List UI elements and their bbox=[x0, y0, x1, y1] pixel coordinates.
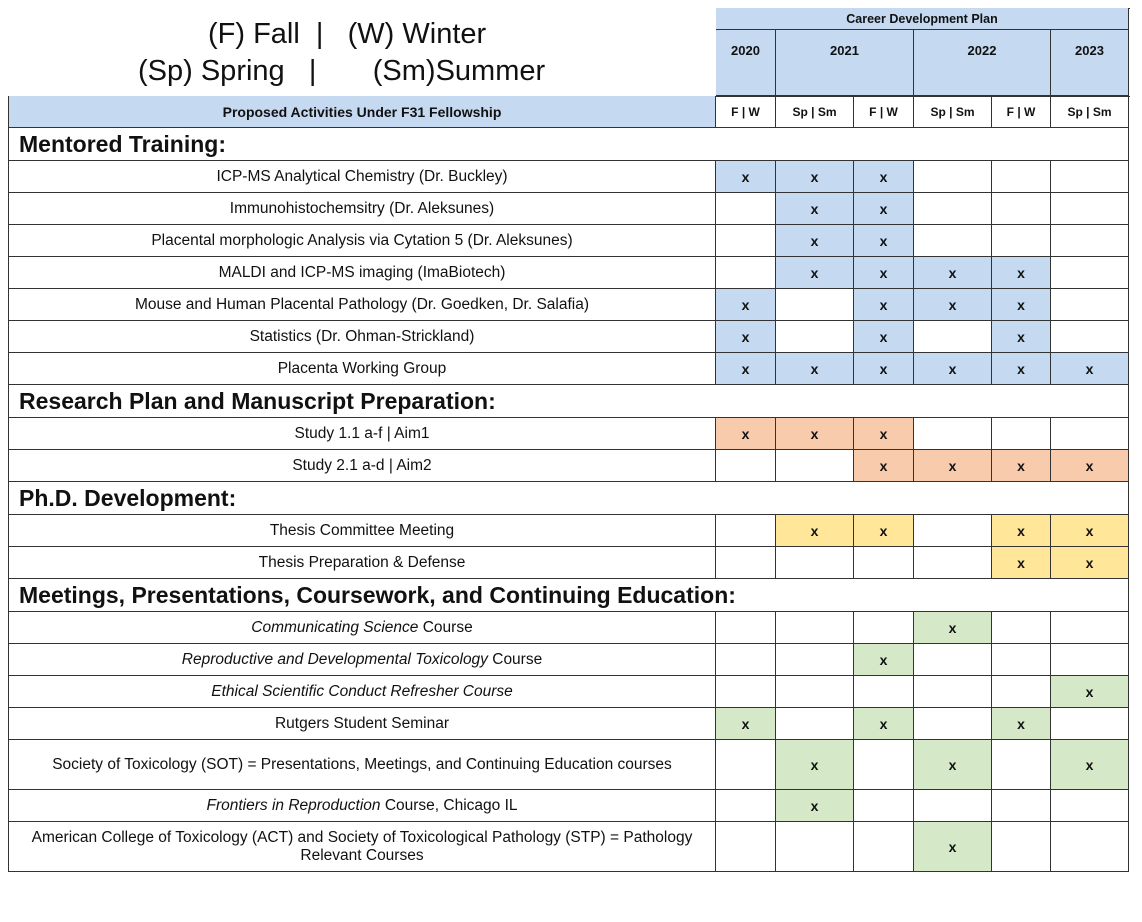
section-heading: Research Plan and Manuscript Preparation: bbox=[8, 385, 1129, 418]
activity-label-text: American College of Toxicology (ACT) and Society of Toxicological Pathology (STP) = Pathology Relevant Courses bbox=[31, 828, 693, 864]
activity-name bbox=[8, 644, 716, 676]
activity-name bbox=[8, 822, 716, 872]
term-header-2: F | W bbox=[854, 96, 914, 128]
activity-label bbox=[21, 829, 703, 865]
schedule-cell-empty bbox=[716, 790, 776, 822]
activity-label bbox=[295, 425, 430, 443]
activity-name bbox=[8, 740, 716, 790]
schedule-cell-empty bbox=[1051, 644, 1129, 676]
schedule-cell-empty bbox=[776, 547, 854, 579]
schedule-cell-empty bbox=[854, 740, 914, 790]
plan-title: Career Development Plan bbox=[716, 8, 1129, 30]
schedule-mark: x bbox=[914, 740, 992, 790]
schedule-mark: x bbox=[776, 353, 854, 385]
activity-label bbox=[135, 296, 589, 314]
activity-label-text: Mouse and Human Placental Pathology (Dr. Goedken, Dr. Salafia) bbox=[134, 295, 590, 313]
schedule-cell-empty bbox=[992, 193, 1051, 225]
schedule-mark: x bbox=[776, 515, 854, 547]
legend-line-fall-winter: (F) Fall | (W) Winter bbox=[208, 18, 487, 50]
schedule-cell-empty bbox=[914, 225, 992, 257]
schedule-cell-empty bbox=[914, 515, 992, 547]
activity-label bbox=[251, 619, 472, 637]
schedule-cell-empty bbox=[776, 676, 854, 708]
schedule-mark: x bbox=[854, 515, 914, 547]
schedule-mark: x bbox=[854, 161, 914, 193]
schedule-cell-empty bbox=[716, 257, 776, 289]
activity-label bbox=[270, 522, 454, 540]
schedule-cell-empty bbox=[716, 225, 776, 257]
activity-name bbox=[8, 450, 716, 482]
activity-name bbox=[8, 289, 716, 321]
schedule-mark: x bbox=[854, 257, 914, 289]
schedule-cell-empty bbox=[992, 225, 1051, 257]
schedule-cell-empty bbox=[992, 676, 1051, 708]
activity-label bbox=[216, 168, 507, 186]
schedule-cell-empty bbox=[776, 644, 854, 676]
schedule-mark: x bbox=[776, 225, 854, 257]
schedule-cell-empty bbox=[1051, 193, 1129, 225]
schedule-cell-empty bbox=[716, 193, 776, 225]
schedule-mark: x bbox=[992, 450, 1051, 482]
schedule-mark: x bbox=[776, 418, 854, 450]
schedule-cell-empty bbox=[716, 612, 776, 644]
activity-name bbox=[8, 418, 716, 450]
activity-name bbox=[8, 547, 716, 579]
schedule-cell-empty bbox=[914, 644, 992, 676]
schedule-cell-empty bbox=[1051, 708, 1129, 740]
activity-label-italic: Frontiers in Reproduction bbox=[206, 796, 381, 814]
schedule-cell-empty bbox=[854, 790, 914, 822]
schedule-mark: x bbox=[716, 418, 776, 450]
schedule-mark: x bbox=[992, 547, 1051, 579]
schedule-cell-empty bbox=[716, 644, 776, 676]
activity-label-italic: Ethical Scientific Conduct Refresher Course bbox=[211, 682, 513, 700]
schedule-mark: x bbox=[716, 708, 776, 740]
activity-label bbox=[211, 683, 513, 701]
schedule-cell-empty bbox=[1051, 822, 1129, 872]
activity-label bbox=[259, 554, 466, 572]
activity-name bbox=[8, 676, 716, 708]
schedule-mark: x bbox=[776, 740, 854, 790]
schedule-mark: x bbox=[1051, 547, 1129, 579]
schedule-cell-empty bbox=[854, 547, 914, 579]
activity-name bbox=[8, 161, 716, 193]
schedule-cell-empty bbox=[716, 547, 776, 579]
schedule-mark: x bbox=[716, 289, 776, 321]
activity-label bbox=[206, 797, 517, 815]
schedule-mark: x bbox=[854, 644, 914, 676]
schedule-mark: x bbox=[716, 321, 776, 353]
schedule-cell-empty bbox=[1051, 257, 1129, 289]
schedule-cell-empty bbox=[914, 161, 992, 193]
activity-label-text: Thesis Preparation & Defense bbox=[258, 553, 466, 571]
year-header-2022: 2022 bbox=[914, 30, 1051, 96]
schedule-cell-empty bbox=[992, 790, 1051, 822]
schedule-cell-empty bbox=[914, 676, 992, 708]
section-heading: Meetings, Presentations, Coursework, and Continuing Education: bbox=[8, 579, 1129, 612]
schedule-cell-empty bbox=[716, 450, 776, 482]
schedule-mark: x bbox=[992, 708, 1051, 740]
schedule-mark: x bbox=[716, 161, 776, 193]
activity-label-italic: Communicating Science bbox=[251, 618, 419, 636]
schedule-cell-empty bbox=[914, 547, 992, 579]
activity-label bbox=[52, 756, 672, 774]
schedule-cell-empty bbox=[1051, 418, 1129, 450]
activity-name bbox=[8, 612, 716, 644]
activity-label bbox=[182, 651, 542, 669]
activity-name bbox=[8, 353, 716, 385]
schedule-cell-empty bbox=[776, 450, 854, 482]
schedule-mark: x bbox=[914, 822, 992, 872]
activity-name bbox=[8, 708, 716, 740]
schedule-mark: x bbox=[1051, 515, 1129, 547]
year-header-2023: 2023 bbox=[1051, 30, 1129, 96]
schedule-mark: x bbox=[776, 257, 854, 289]
activity-label-text: Study 1.1 a-f | Aim1 bbox=[294, 424, 430, 442]
schedule-mark: x bbox=[1051, 450, 1129, 482]
activity-label-text: Rutgers Student Seminar bbox=[274, 714, 450, 732]
term-header-4: F | W bbox=[992, 96, 1051, 128]
schedule-cell-empty bbox=[914, 193, 992, 225]
activity-label-text: Course, Chicago IL bbox=[380, 796, 518, 814]
activity-label bbox=[278, 360, 447, 378]
activity-name bbox=[8, 225, 716, 257]
schedule-mark: x bbox=[914, 289, 992, 321]
schedule-cell-empty bbox=[914, 708, 992, 740]
schedule-mark: x bbox=[1051, 740, 1129, 790]
schedule-mark: x bbox=[854, 289, 914, 321]
activity-label-text: Society of Toxicology (SOT) = Presentations, Meetings, and Continuing Education courses bbox=[52, 755, 672, 773]
schedule-mark: x bbox=[992, 257, 1051, 289]
activity-label-text: ICP-MS Analytical Chemistry (Dr. Buckley) bbox=[216, 167, 508, 185]
schedule-mark: x bbox=[992, 321, 1051, 353]
activity-label-text: Immunohistochemsitry (Dr. Aleksunes) bbox=[229, 199, 495, 217]
term-header-3: Sp | Sm bbox=[914, 96, 992, 128]
schedule-cell-empty bbox=[716, 515, 776, 547]
schedule-mark: x bbox=[992, 289, 1051, 321]
schedule-mark: x bbox=[776, 790, 854, 822]
schedule-mark: x bbox=[992, 353, 1051, 385]
activity-name bbox=[8, 790, 716, 822]
activity-label-text: Placental morphologic Analysis via Cytation 5 (Dr. Aleksunes) bbox=[151, 231, 573, 249]
schedule-mark: x bbox=[914, 353, 992, 385]
activity-label-italic: Reproductive and Developmental Toxicology bbox=[181, 650, 488, 668]
term-legend bbox=[0, 0, 716, 94]
schedule-mark: x bbox=[854, 353, 914, 385]
activity-name bbox=[8, 257, 716, 289]
activity-label-text: Placenta Working Group bbox=[277, 359, 447, 377]
schedule-cell-empty bbox=[776, 822, 854, 872]
schedule-mark: x bbox=[776, 161, 854, 193]
schedule-cell-empty bbox=[1051, 321, 1129, 353]
activity-name bbox=[8, 515, 716, 547]
schedule-cell-empty bbox=[776, 321, 854, 353]
schedule-mark: x bbox=[992, 515, 1051, 547]
schedule-cell-empty bbox=[914, 790, 992, 822]
schedule-cell-empty bbox=[1051, 790, 1129, 822]
schedule-cell-empty bbox=[992, 612, 1051, 644]
schedule-cell-empty bbox=[992, 418, 1051, 450]
schedule-mark: x bbox=[914, 450, 992, 482]
schedule-cell-empty bbox=[854, 822, 914, 872]
activity-name bbox=[8, 193, 716, 225]
schedule-cell-empty bbox=[1051, 289, 1129, 321]
activity-label bbox=[275, 715, 449, 733]
schedule-cell-empty bbox=[1051, 161, 1129, 193]
schedule-cell-empty bbox=[776, 612, 854, 644]
activity-label-text: Course bbox=[418, 618, 473, 636]
schedule-cell-empty bbox=[716, 740, 776, 790]
activity-label-text: Study 2.1 a-d | Aim2 bbox=[292, 456, 432, 474]
legend-line-spring-summer: (Sp) Spring | (Sm)Summer bbox=[138, 55, 546, 87]
schedule-cell-empty bbox=[992, 822, 1051, 872]
schedule-mark: x bbox=[854, 193, 914, 225]
schedule-cell-empty bbox=[992, 161, 1051, 193]
activity-label bbox=[151, 232, 572, 250]
schedule-cell-empty bbox=[776, 708, 854, 740]
schedule-mark: x bbox=[716, 353, 776, 385]
schedule-mark: x bbox=[914, 612, 992, 644]
schedule-mark: x bbox=[1051, 676, 1129, 708]
schedule-cell-empty bbox=[1051, 225, 1129, 257]
schedule-mark: x bbox=[854, 418, 914, 450]
schedule-mark: x bbox=[854, 321, 914, 353]
schedule-mark: x bbox=[914, 257, 992, 289]
activity-name bbox=[8, 321, 716, 353]
activity-label-text: Thesis Committee Meeting bbox=[269, 521, 455, 539]
activity-label bbox=[230, 200, 494, 218]
schedule-mark: x bbox=[1051, 353, 1129, 385]
section-heading: Mentored Training: bbox=[8, 128, 1129, 161]
schedule-cell-empty bbox=[854, 612, 914, 644]
year-header-2020: 2020 bbox=[716, 30, 776, 96]
activities-column-header: Proposed Activities Under F31 Fellowship bbox=[8, 96, 716, 128]
activity-label bbox=[219, 264, 506, 282]
schedule-mark: x bbox=[854, 708, 914, 740]
schedule-mark: x bbox=[854, 225, 914, 257]
schedule-cell-empty bbox=[776, 289, 854, 321]
activity-label-text: Statistics (Dr. Ohman-Strickland) bbox=[249, 327, 475, 345]
schedule-cell-empty bbox=[992, 740, 1051, 790]
year-header-2021: 2021 bbox=[776, 30, 914, 96]
schedule-cell-empty bbox=[914, 321, 992, 353]
activity-label bbox=[292, 457, 431, 475]
schedule-cell-empty bbox=[992, 644, 1051, 676]
schedule-cell-empty bbox=[854, 676, 914, 708]
term-header-1: Sp | Sm bbox=[776, 96, 854, 128]
schedule-mark: x bbox=[854, 450, 914, 482]
schedule-cell-empty bbox=[716, 822, 776, 872]
activity-label bbox=[250, 328, 475, 346]
schedule-cell-empty bbox=[914, 418, 992, 450]
section-heading: Ph.D. Development: bbox=[8, 482, 1129, 515]
schedule-cell-empty bbox=[716, 676, 776, 708]
activity-label-text: MALDI and ICP-MS imaging (ImaBiotech) bbox=[218, 263, 506, 281]
term-header-0: F | W bbox=[716, 96, 776, 128]
term-header-5: Sp | Sm bbox=[1051, 96, 1129, 128]
activity-label-text: Course bbox=[487, 650, 543, 668]
schedule-cell-empty bbox=[1051, 612, 1129, 644]
schedule-mark: x bbox=[776, 193, 854, 225]
